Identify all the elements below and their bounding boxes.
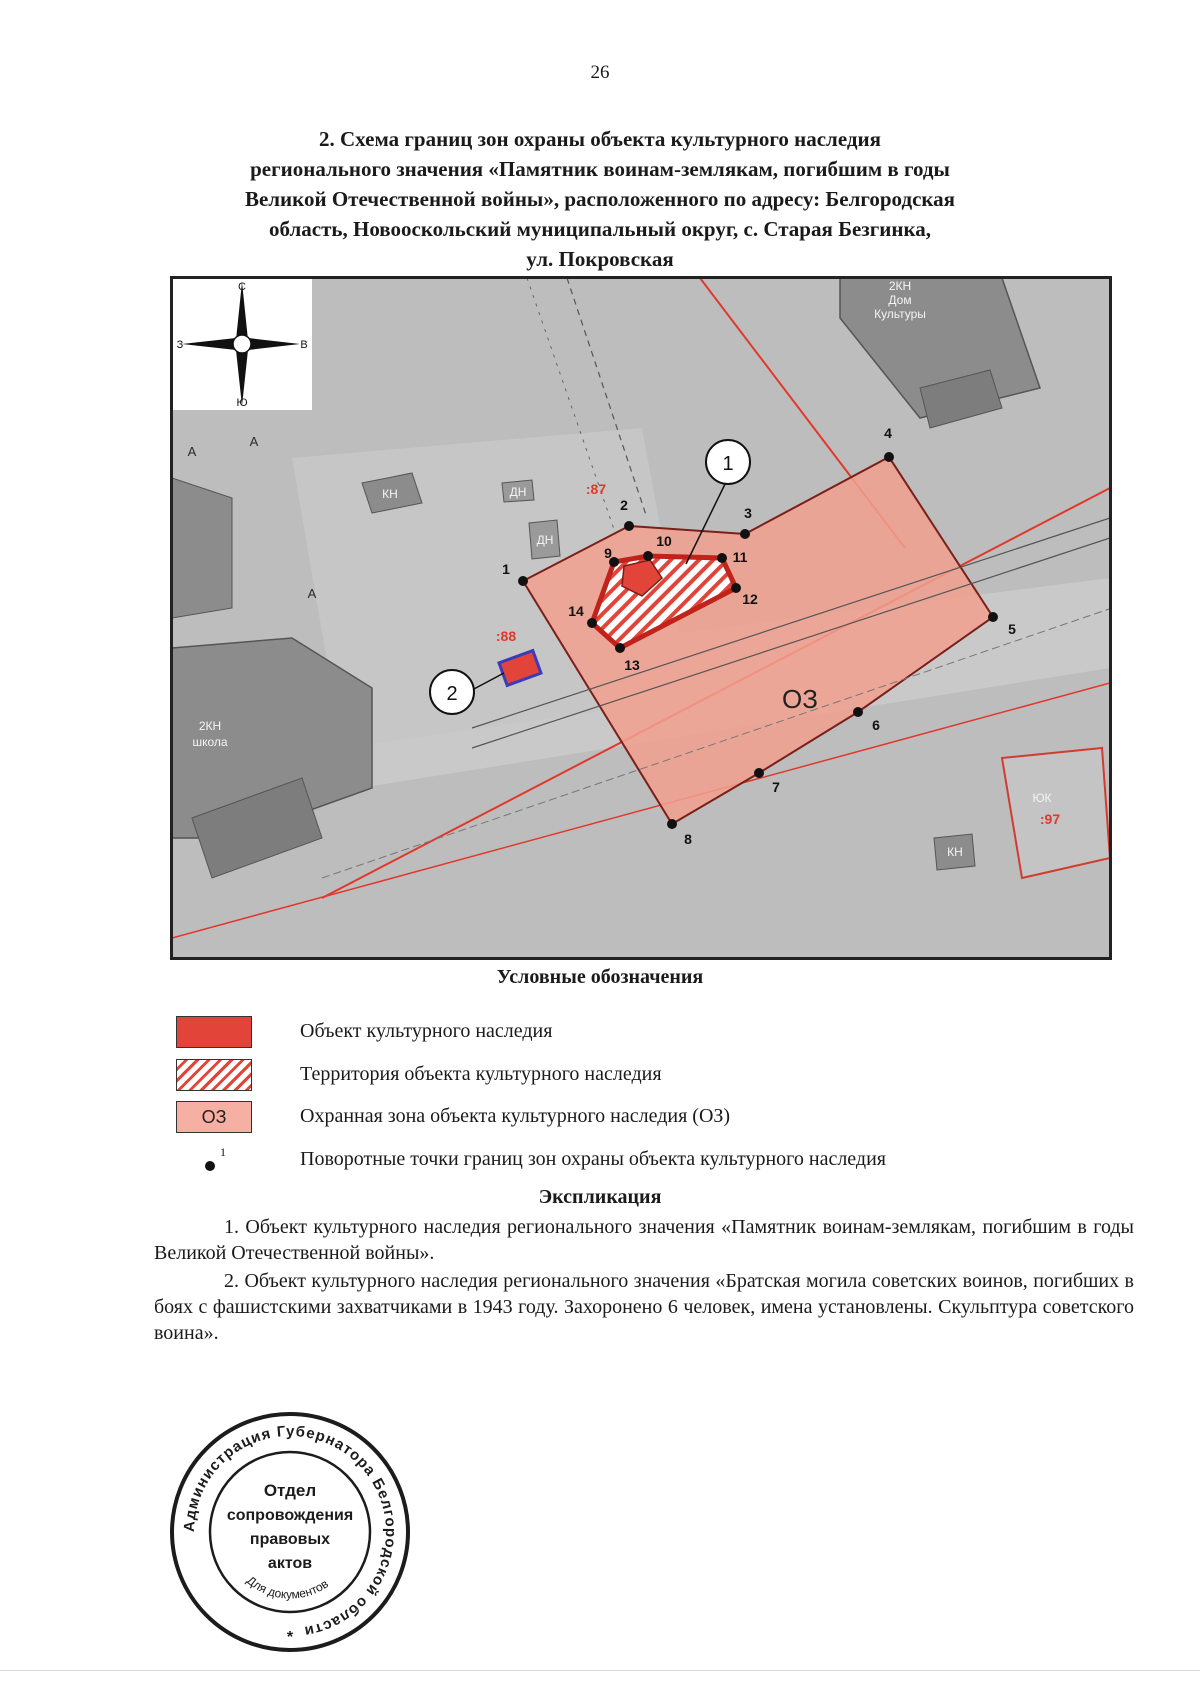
parcel-number: :87 <box>585 481 607 497</box>
legend-label: Объект культурного наследия <box>300 1020 553 1042</box>
turning-point-label: 13 <box>624 657 640 673</box>
school-label: школа <box>192 735 228 749</box>
turning-point-label: 1 <box>502 561 510 577</box>
turning-point-label: 12 <box>742 591 758 607</box>
legend-item-turning-point <box>176 1144 1076 1178</box>
legend-item-zone <box>176 1101 1076 1135</box>
turning-point-label: 8 <box>684 831 692 847</box>
legend-swatch-object <box>176 1016 252 1048</box>
compass-south-label: Ю <box>236 397 248 409</box>
parcel-number: :88 <box>495 628 517 644</box>
turning-point-dot <box>740 529 750 539</box>
turning-point-label: 10 <box>656 533 672 549</box>
explication-item: 1. Объект культурного наследия регионального значения «Памятник воинам-землякам, погибшим в годы Великой Отечественной войны». <box>154 1216 1134 1264</box>
zone-label-oz: ОЗ <box>782 684 818 714</box>
legend-title: Условные обозначения <box>496 966 704 988</box>
legend-swatch-territory <box>176 1059 252 1091</box>
culture-house-label: 2КН <box>888 279 912 293</box>
scan-edge-line <box>0 1670 1200 1671</box>
legend-label: Охранная зона объекта культурного наследия (ОЗ) <box>300 1105 731 1127</box>
turning-point-label: 6 <box>872 717 880 733</box>
compass-west-label: З <box>176 339 184 351</box>
turning-point-label: 9 <box>604 545 612 561</box>
title-line: ул. Покровская <box>526 247 674 271</box>
left-building <box>172 478 232 618</box>
map-letter-label: А <box>249 434 259 449</box>
turning-point-label: 2 <box>620 497 628 513</box>
turning-point-dot <box>853 707 863 717</box>
official-stamp <box>168 1410 412 1654</box>
protection-zone-map <box>170 276 1112 960</box>
turning-point-dot <box>667 819 677 829</box>
title-line: 2. Схема границ зон охраны объекта культурного наследия <box>319 127 881 151</box>
turning-point-dot <box>624 521 634 531</box>
compass-north-label: С <box>238 281 246 293</box>
turning-point-label: 11 <box>732 549 748 565</box>
dn-label: ДН <box>509 485 527 499</box>
turning-point-label: 3 <box>744 505 752 521</box>
school-label: 2КН <box>198 719 222 733</box>
legend-label: Территория объекта культурного наследия <box>300 1063 662 1085</box>
turning-point-dot <box>884 452 894 462</box>
map-letter-label: А <box>187 444 197 459</box>
callout-2-label: 2 <box>446 683 458 705</box>
title-line: Великой Отечественной войны», расположенного по адресу: Белгородская <box>244 187 956 211</box>
legend-item-territory <box>176 1059 1076 1093</box>
stamp-star: * <box>286 1629 294 1646</box>
legend-swatch-zone: ОЗ <box>176 1101 252 1133</box>
turning-point-dot <box>731 583 741 593</box>
legend-label: Поворотные точки границ зон охраны объекта культурного наследия <box>300 1148 886 1170</box>
legend-point-number: 1 <box>220 1145 226 1159</box>
yuk-label: ЮК <box>1032 791 1052 805</box>
document-title <box>150 124 1050 274</box>
culture-house-label: Культуры <box>874 307 926 321</box>
title-line: регионального значения «Памятник воинам-землякам, погибшим в годы <box>250 157 950 181</box>
dn-label: ДН <box>536 533 554 547</box>
map-letter-label: А <box>307 586 317 601</box>
page-number: 26 <box>590 62 610 83</box>
stamp-line: правовых <box>249 1531 331 1548</box>
stamp-line: сопровождения <box>226 1507 354 1524</box>
compass-east-label: В <box>300 339 308 351</box>
title-line: область, Новооскольский муниципальный округ, с. Старая Безгинка, <box>268 217 931 241</box>
compass-rose <box>172 278 312 410</box>
turning-point-dot <box>587 618 597 628</box>
turning-point-dot <box>615 643 625 653</box>
callout-1-label: 1 <box>722 453 734 475</box>
culture-house-label: Дом <box>888 293 912 307</box>
svg-text:Для документов: Для документов <box>244 1573 331 1602</box>
turning-point-dot <box>717 553 727 563</box>
legend-item-object <box>176 1016 1076 1050</box>
stamp-line: Отдел <box>263 1481 317 1500</box>
kn-label: КН <box>382 487 398 501</box>
kn-label: КН <box>947 845 963 859</box>
turning-point-label: 14 <box>568 603 584 619</box>
turning-point-label: 5 <box>1008 621 1016 637</box>
turning-point-dot <box>754 768 764 778</box>
stamp-line: актов <box>267 1555 313 1572</box>
turning-point-label: 7 <box>772 779 780 795</box>
turning-point-dot-icon <box>205 1161 215 1171</box>
explication-item: 2. Объект культурного наследия регионального значения «Братская могила советских воинов, погибших в боях с фашистскими захватчиками в 1943 году. Захоронено 6 человек, имена установлены. Скульптура советского воина». <box>154 1270 1134 1344</box>
turning-point-dot <box>988 612 998 622</box>
parcel-number: :97 <box>1039 811 1061 827</box>
turning-point-dot <box>643 551 653 561</box>
explication-title: Экспликация <box>538 1186 662 1208</box>
turning-point-dot <box>518 576 528 586</box>
svg-text:Администрация Губернатора Белг: Администрация Губернатора Белгородской области <box>180 1422 400 1641</box>
turning-point-label: 4 <box>884 425 892 441</box>
legend-swatch-turning-point <box>176 1144 252 1176</box>
